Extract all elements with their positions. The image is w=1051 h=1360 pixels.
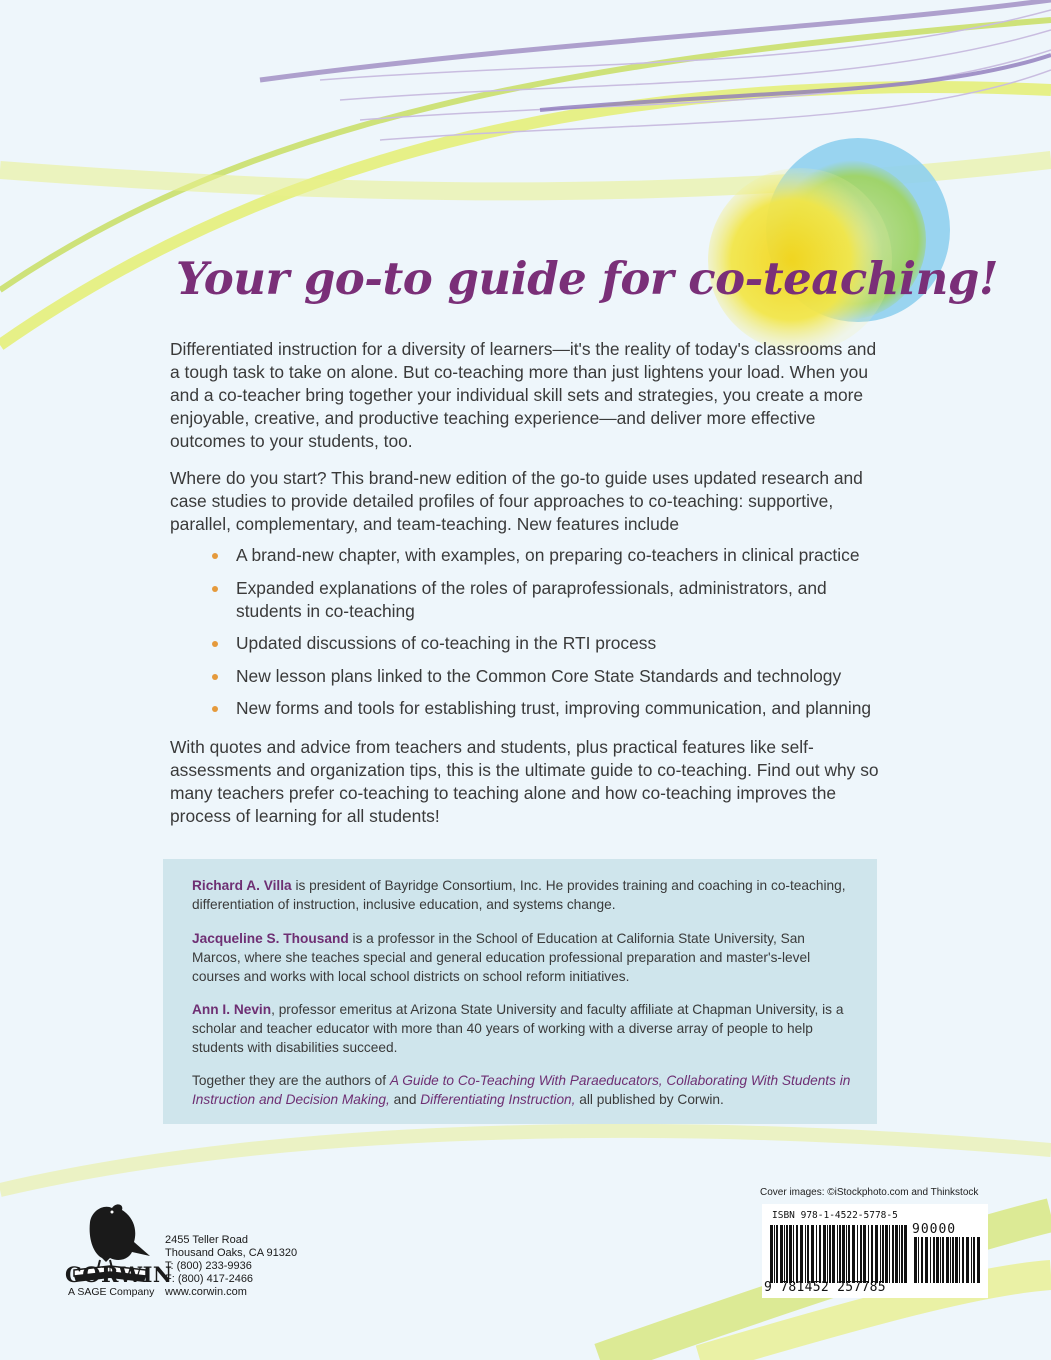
barcode-bar [839, 1225, 841, 1283]
barcode-bar [914, 1237, 917, 1283]
barcode-bar [823, 1225, 826, 1283]
barcode-bar [962, 1237, 964, 1283]
publisher-address [165, 1234, 297, 1299]
barcode-bar [940, 1237, 941, 1283]
barcode-bar [863, 1225, 866, 1283]
barcode-bars-icon [770, 1225, 910, 1283]
barcode-bar [899, 1225, 900, 1283]
author-bio: Jacqueline S. Thousand is a professor in the School of Education at California State University, San Marcos, where she teaches special and general education professional preparation and master's-level courses and works with local school districts on school reform initiatives. [192, 931, 811, 984]
barcode-bar [882, 1225, 884, 1283]
barcode-bar [796, 1225, 798, 1283]
author-bios-box [163, 859, 877, 1124]
feature-item: New lesson plans linked to the Common Core State Standards and technology [212, 665, 882, 688]
cover-credit: Cover images: ©iStockphoto.com and Thinkstock [760, 1187, 979, 1198]
barcode-bar [829, 1225, 831, 1283]
barcode-bar [959, 1237, 960, 1283]
barcode-bar [885, 1225, 888, 1283]
author-bio: Richard A. Villa is president of Bayridge Consortium, Inc. He provides training and coaching in co-teaching, differentiation of instruction, inclusive education, and systems change. [192, 878, 846, 912]
barcode-bar [977, 1237, 980, 1283]
feature-item: Expanded explanations of the roles of paraprofessionals, administrators, and students in co-teaching [212, 577, 882, 623]
bullet-dot-icon [212, 553, 218, 559]
barcode-bar [811, 1225, 814, 1283]
addon-barcode-bars-icon [914, 1237, 982, 1283]
barcode-bar [780, 1225, 783, 1283]
phone-line: T: (800) 233-9936 [165, 1260, 252, 1272]
feature-item: A brand-new chapter, with examples, on preparing co-teachers in clinical practice [212, 544, 882, 567]
barcode-bar [816, 1225, 817, 1283]
barcode-bar [784, 1225, 785, 1283]
barcode-bar [952, 1237, 954, 1283]
barcode-bar [837, 1225, 838, 1283]
features-list [212, 544, 882, 730]
bullet-dot-icon [212, 706, 218, 712]
barcode-bar [925, 1237, 928, 1283]
barcode-bar [852, 1225, 855, 1283]
closing-paragraph: With quotes and advice from teachers and students, plus practical features like self-assessments and organization tips, this is the ultimate guide to co-teaching. Find out why so many teachers prefer co-teaching to teaching alone and how co-teaching improves the process of learning for all students! [170, 737, 879, 826]
author-name: Richard A. Villa [192, 878, 292, 893]
authors-together-note: Together they are the authors of A Guide to Co-Teaching With Paraeducators, Collaborating With Students in Instruction and Decision Making, and Differentiating Instruction, all published by Corwin. [192, 1073, 851, 1107]
barcode-bar [966, 1237, 969, 1283]
barcode-bar [973, 1237, 975, 1283]
barcode-bar [971, 1237, 972, 1283]
barcode-bar [871, 1225, 873, 1283]
barcode-bar [832, 1225, 835, 1283]
barcode-bar [875, 1225, 878, 1283]
swoosh-bottom-left [0, 1131, 1051, 1190]
barcode-bar [918, 1237, 919, 1283]
barcode-bar [800, 1225, 803, 1283]
barcode-bar [936, 1237, 939, 1283]
barcode-bar [770, 1225, 773, 1283]
barcode-bar [955, 1237, 958, 1283]
barcode-bar [921, 1237, 923, 1283]
isbn-label: ISBN 978-1-4522-5778-5 [772, 1210, 898, 1221]
feature-item: Updated discussions of co-teaching in the RTI process [212, 632, 882, 655]
headline: Your go-to guide for co-teaching! [176, 252, 999, 305]
intro-paragraph: Differentiated instruction for a diversity of learners—it's the reality of today's classrooms and a tough task to take on alone. But co-teaching more than just lightens your load. When you and a co-teacher bring together your individual skill sets and strategies, you create a more enjoyable, creative, and productive teaching experience—and deliver more effective outcomes to your students, too. [170, 339, 877, 451]
barcode-bar [842, 1225, 845, 1283]
barcode-bar [846, 1225, 847, 1283]
author-name: Jacqueline S. Thousand [192, 931, 349, 946]
price-addon-code: 90000 [912, 1222, 957, 1237]
barcode-bar [889, 1225, 890, 1283]
barcode-bar [895, 1225, 898, 1283]
feature-item: New forms and tools for establishing trust, improving communication, and planning [212, 697, 882, 720]
barcode-bar [807, 1225, 809, 1283]
where-to-start-paragraph: Where do you start? This brand-new edition of the go-to guide uses updated research and case studies to provide detailed profiles of four approaches to co-teaching: supportive, parallel, complementary, and team-teaching. New features include [170, 468, 863, 534]
author-name: Ann I. Nevin [192, 1002, 272, 1017]
barcode-panel [762, 1204, 988, 1298]
barcode-bar [776, 1225, 778, 1283]
bullet-dot-icon [212, 674, 218, 680]
swoosh-lilac-a [320, 10, 1051, 80]
swoosh-purple-top [260, 0, 1051, 80]
barcode-bar [930, 1237, 931, 1283]
barcode-bar [892, 1225, 894, 1283]
barcode-bar [950, 1237, 951, 1283]
bullet-dot-icon [212, 641, 218, 647]
publisher-tagline: A SAGE Company [68, 1286, 155, 1298]
bullet-dot-icon [212, 586, 218, 592]
book-title: Differentiating Instruction, [420, 1092, 576, 1107]
publisher-name: CORWIN [65, 1262, 173, 1287]
barcode-bar [933, 1237, 935, 1283]
barcode-bar [786, 1225, 788, 1283]
barcode-bar [880, 1225, 881, 1283]
barcode-bar [774, 1225, 775, 1283]
barcode-bar [819, 1225, 821, 1283]
barcode-digits: 9 781452 257785 [764, 1280, 886, 1295]
barcode-bar [860, 1225, 862, 1283]
barcode-bar [793, 1225, 794, 1283]
address-line: Thousand Oaks, CA 91320 [165, 1247, 298, 1259]
barcode-bar [901, 1225, 903, 1283]
book-title: A Guide to Co-Teaching With Paraeducators, Collaborating With Students in Instruction and Decision Making, [192, 1073, 851, 1107]
barcode-bar [904, 1225, 907, 1283]
address-line: 2455 Teller Road [165, 1234, 248, 1246]
barcode-bar [857, 1225, 858, 1283]
barcode-bar [942, 1237, 944, 1283]
barcode-bar [848, 1225, 850, 1283]
barcode-bar [946, 1237, 949, 1283]
author-bio: Ann I. Nevin, professor emeritus at Arizona State University and faculty affiliate at Chapman University, is a scholar and teacher educator with more than 40 years of working with a diverse array of people to help students with disabilities succeed. [192, 1002, 844, 1055]
website-line: www.corwin.com [165, 1286, 247, 1298]
barcode-bar [868, 1225, 869, 1283]
barcode-bar [789, 1225, 792, 1283]
fax-line: F: (800) 417-2466 [165, 1273, 254, 1285]
barcode-bar [827, 1225, 828, 1283]
barcode-bar [805, 1225, 806, 1283]
